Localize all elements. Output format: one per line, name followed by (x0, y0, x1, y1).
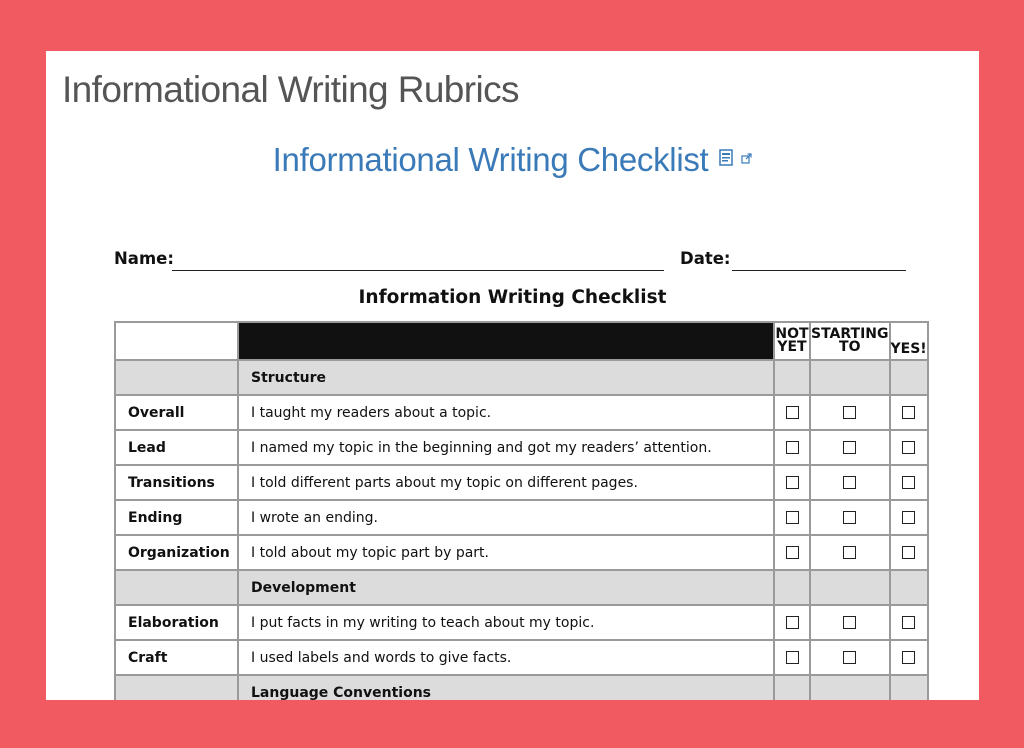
checkbox-not-yet[interactable] (786, 511, 799, 524)
external-link-icon[interactable] (741, 151, 752, 169)
checklist-link[interactable]: Informational Writing Checklist (272, 141, 709, 178)
criterion-label: Elaboration (115, 605, 238, 640)
section-blank-cell (890, 360, 928, 395)
section-blank-cell (810, 570, 890, 605)
criterion-text: I taught my readers about a topic. (238, 395, 774, 430)
criterion-text: I used labels and words to give facts. (238, 640, 774, 675)
section-structure: Structure (238, 360, 774, 395)
checkbox-starting-to[interactable] (843, 546, 856, 559)
checklist-link-row (46, 141, 979, 179)
document-icon[interactable] (719, 149, 734, 171)
checkbox-not-yet[interactable] (786, 546, 799, 559)
grade-header: Grade 1 (238, 322, 774, 360)
page-title: Informational Writing Rubrics (62, 69, 519, 110)
checkbox-yes[interactable] (902, 406, 915, 419)
criterion-text: I named my topic in the beginning and got my readers’ attention. (238, 430, 774, 465)
table-row (115, 465, 928, 500)
section-blank-cell (774, 360, 810, 395)
criterion-label: Overall (115, 395, 238, 430)
table-row (115, 500, 928, 535)
criterion-text: I put facts in my writing to teach about my topic. (238, 605, 774, 640)
checkbox-starting-to[interactable] (843, 441, 856, 454)
table-row (115, 395, 928, 430)
section-blank-cell (774, 675, 810, 700)
criterion-label: Craft (115, 640, 238, 675)
name-field-line[interactable] (172, 270, 664, 271)
checkbox-yes[interactable] (902, 511, 915, 524)
table-row (115, 535, 928, 570)
col-yes: YES! (890, 322, 928, 360)
checkbox-starting-to[interactable] (843, 651, 856, 664)
criterion-label: Transitions (115, 465, 238, 500)
checkbox-yes[interactable] (902, 441, 915, 454)
criterion-label: Organization (115, 535, 238, 570)
criterion-text: I told different parts about my topic on different pages. (238, 465, 774, 500)
criterion-label: Lead (115, 430, 238, 465)
section-row (115, 360, 928, 395)
checklist-title: Information Writing Checklist (358, 287, 667, 308)
section-blank-cell (810, 675, 890, 700)
section-row (115, 675, 928, 700)
blank-header-cell (115, 322, 238, 360)
checkbox-starting-to[interactable] (843, 616, 856, 629)
section-blank-cell (890, 570, 928, 605)
section-blank-cell (115, 360, 238, 395)
checkbox-yes[interactable] (902, 651, 915, 664)
checklist-table (114, 321, 929, 700)
checkbox-yes[interactable] (902, 476, 915, 489)
checkbox-starting-to[interactable] (843, 511, 856, 524)
section-blank-cell (774, 570, 810, 605)
section-development: Development (238, 570, 774, 605)
content-panel (46, 51, 979, 700)
checkbox-not-yet[interactable] (786, 616, 799, 629)
criterion-label: Ending (115, 500, 238, 535)
section-blank-cell (890, 675, 928, 700)
table-row (115, 640, 928, 675)
checkbox-not-yet[interactable] (786, 651, 799, 664)
checkbox-not-yet[interactable] (786, 406, 799, 419)
checkbox-yes[interactable] (902, 616, 915, 629)
name-label: Name: (114, 249, 174, 268)
checkbox-not-yet[interactable] (786, 476, 799, 489)
date-label: Date: (680, 249, 731, 268)
table-row (115, 430, 928, 465)
date-field-line[interactable] (732, 270, 906, 271)
section-language-conventions: Language Conventions (238, 675, 774, 700)
section-row (115, 570, 928, 605)
col-starting-to: STARTING TO (810, 322, 890, 360)
checkbox-starting-to[interactable] (843, 406, 856, 419)
section-blank-cell (115, 675, 238, 700)
name-date-row (114, 249, 906, 275)
col-not-yet: NOT YET (774, 322, 810, 360)
section-blank-cell (810, 360, 890, 395)
table-row (115, 605, 928, 640)
checkbox-yes[interactable] (902, 546, 915, 559)
checkbox-not-yet[interactable] (786, 441, 799, 454)
section-blank-cell (115, 570, 238, 605)
criterion-text: I wrote an ending. (238, 500, 774, 535)
checkbox-starting-to[interactable] (843, 476, 856, 489)
header-row (115, 322, 928, 360)
criterion-text: I told about my topic part by part. (238, 535, 774, 570)
